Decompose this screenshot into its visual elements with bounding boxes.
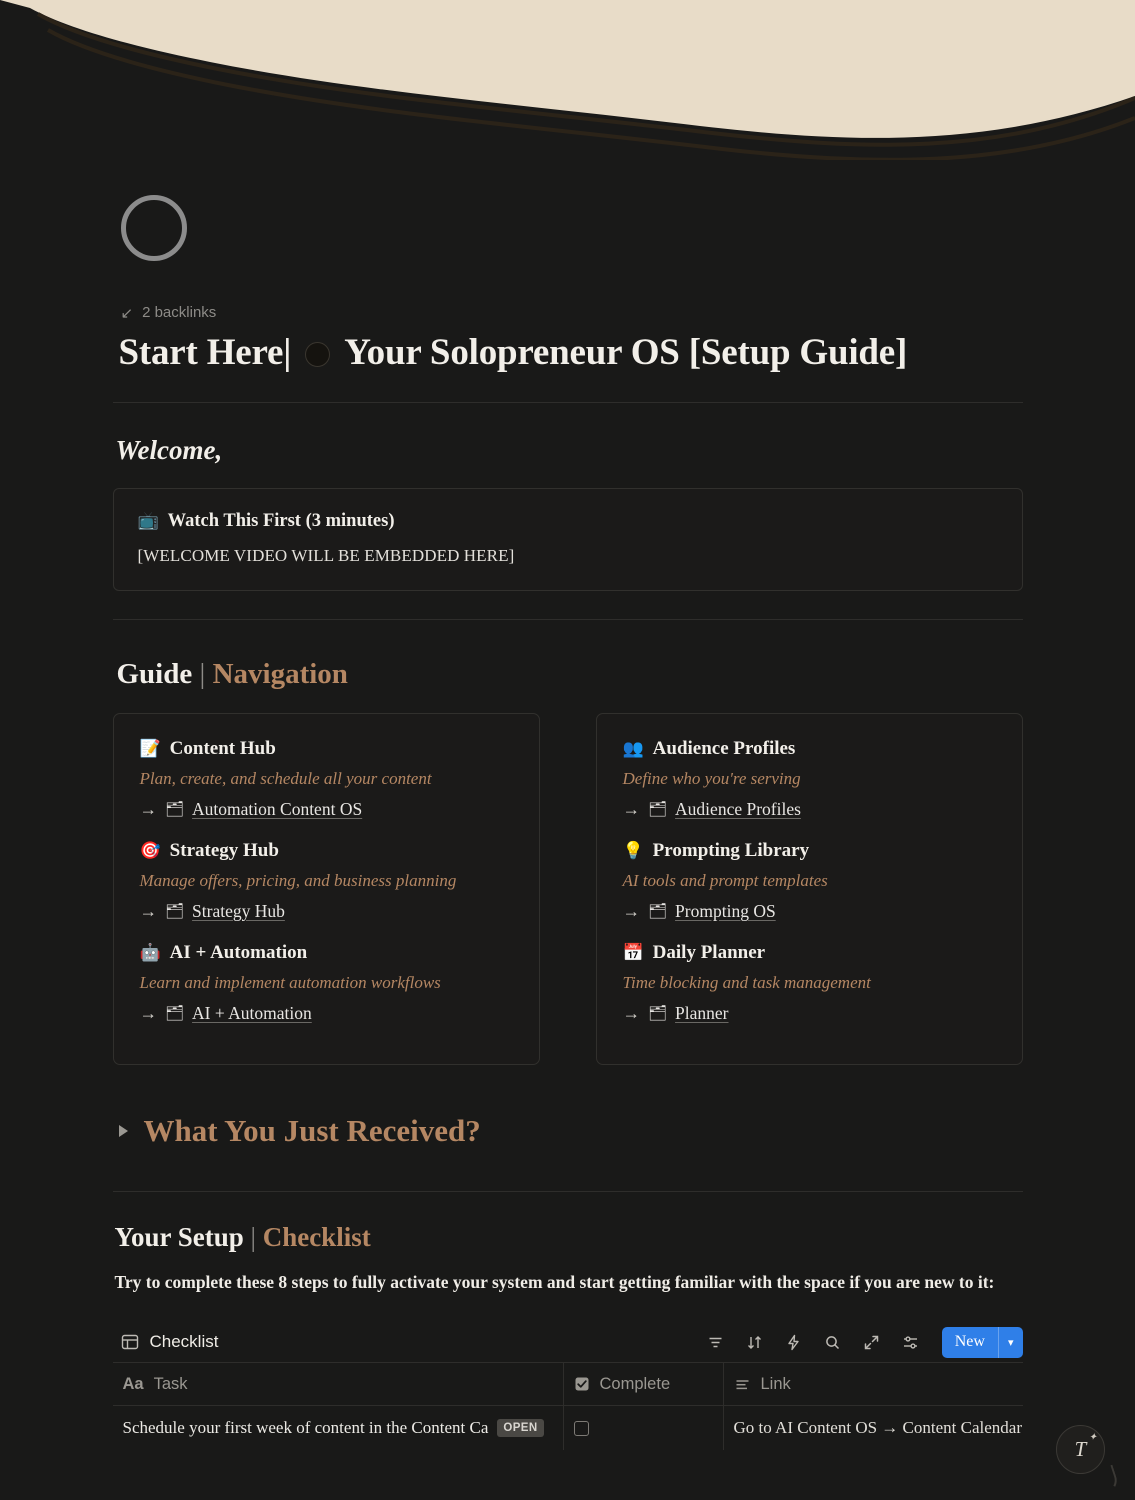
settings-icon[interactable]	[898, 1329, 924, 1355]
setup-heading	[115, 1222, 1023, 1253]
memo-icon: 📝	[139, 738, 161, 759]
table-row[interactable]	[113, 1406, 1023, 1450]
navigation-card-left	[113, 713, 540, 1065]
nav-item-title-row	[140, 942, 513, 964]
arrow-right-icon: →	[622, 1003, 640, 1023]
guide-heading-sep: |	[199, 658, 206, 690]
setup-heading-sep: |	[250, 1222, 256, 1252]
backlinks-label: 2 backlinks	[142, 303, 217, 321]
column-label: Link	[760, 1374, 791, 1393]
page-link-icon: 🗂	[165, 1004, 185, 1022]
callout-title: Watch This First (3 minutes)	[167, 511, 395, 531]
nav-item-title: Prompting Library	[652, 840, 810, 861]
welcome-heading: Welcome,	[115, 435, 223, 465]
sort-icon[interactable]	[742, 1329, 768, 1355]
nav-item-ai-automation	[140, 942, 513, 1024]
checkbox-type-icon	[574, 1376, 590, 1392]
guide-heading-accent: Navigation	[212, 658, 348, 690]
page-content	[0, 160, 1135, 1450]
backlink-arrow-icon: ↙	[120, 305, 134, 322]
database-title[interactable]	[121, 1332, 219, 1352]
nav-item-title-row	[140, 738, 513, 760]
open-chip[interactable]: OPEN	[497, 1419, 543, 1437]
nav-item-prompting-library	[623, 840, 996, 922]
target-icon: 🎯	[139, 840, 161, 861]
text-lines-icon	[734, 1376, 751, 1393]
page-title	[119, 331, 1023, 374]
search-icon[interactable]	[820, 1329, 846, 1355]
setup-heading-accent: Checklist	[262, 1222, 371, 1252]
page-icon[interactable]	[121, 195, 187, 261]
column-header-link[interactable]	[723, 1362, 1023, 1406]
nav-item-desc: Define who you're serving	[622, 769, 801, 788]
filter-icon[interactable]	[703, 1329, 729, 1355]
page-link-icon: 🗂	[648, 1004, 668, 1022]
arrow-right-icon: →	[139, 799, 157, 819]
page-link-icon: 🗂	[165, 800, 185, 818]
nav-link-label: Automation Content OS	[192, 799, 363, 819]
nav-item-desc: AI tools and prompt templates	[622, 871, 828, 890]
task-text: Schedule your first week of content in the Content Ca	[122, 1418, 489, 1438]
nav-item-title-row	[623, 942, 996, 964]
checklist-database	[113, 1322, 1023, 1450]
complete-checkbox[interactable]	[574, 1421, 589, 1436]
column-label: Task	[153, 1374, 188, 1393]
navigation-card-right	[596, 713, 1023, 1065]
nav-item-title: Daily Planner	[652, 942, 766, 963]
nav-link-audience-profiles[interactable]	[623, 799, 996, 820]
page-link-icon: 🗂	[648, 902, 668, 920]
nav-link-planner[interactable]	[623, 1003, 996, 1024]
nav-item-title-row	[623, 840, 996, 862]
tv-icon: 📺	[137, 511, 159, 531]
nav-item-audience-profiles	[623, 738, 996, 820]
ai-assistant-button[interactable]	[1056, 1425, 1105, 1474]
database-toolbar	[113, 1322, 1023, 1362]
page-cover	[0, 0, 1135, 160]
arrow-right-icon: →	[139, 1003, 157, 1023]
table-icon	[121, 1333, 139, 1351]
database-header-row	[113, 1362, 1023, 1406]
nav-link-automation-content-os[interactable]	[140, 799, 513, 820]
divider-2	[113, 619, 1023, 620]
setup-lead-text: Try to complete these 8 steps to fully activate your system and start getting familiar with the space if you are new to it:	[114, 1272, 995, 1292]
expand-icon[interactable]	[859, 1329, 885, 1355]
robot-icon: 🤖	[139, 942, 161, 963]
toggle-what-you-just-received[interactable]	[119, 1113, 1023, 1149]
nav-link-label: Prompting OS	[675, 901, 776, 921]
nav-link-label: Audience Profiles	[675, 799, 801, 819]
title-dot-icon	[305, 342, 330, 367]
cover-illustration	[0, 0, 1135, 160]
nav-item-desc: Manage offers, pricing, and business planning	[139, 871, 457, 890]
nav-item-desc: Time blocking and task management	[622, 973, 871, 992]
nav-item-daily-planner	[623, 942, 996, 1024]
page-link-icon: 🗂	[165, 902, 185, 920]
divider	[113, 402, 1023, 403]
column-label: Complete	[599, 1374, 671, 1393]
nav-item-title: AI + Automation	[169, 942, 308, 963]
nav-link-prompting-os[interactable]	[623, 901, 996, 922]
arrow-right-icon: →	[622, 799, 640, 819]
nav-item-content-hub	[140, 738, 513, 820]
nav-item-title: Strategy Hub	[169, 840, 279, 861]
guide-heading	[117, 658, 1023, 691]
nav-link-strategy-hub[interactable]	[140, 901, 513, 922]
nav-item-desc: Plan, create, and schedule all your content	[139, 769, 432, 788]
link-text: Go to AI Content OS → Content Calendar	[733, 1418, 1023, 1438]
nav-link-label: Strategy Hub	[192, 901, 285, 921]
column-header-task[interactable]	[113, 1375, 563, 1394]
cell-task[interactable]	[113, 1406, 563, 1450]
text-type-icon: Aa	[122, 1374, 144, 1393]
nav-item-strategy-hub	[140, 840, 513, 922]
new-button-label: New	[954, 1333, 985, 1351]
people-icon: 👥	[622, 738, 644, 759]
chevron-down-icon[interactable]: ▾	[1007, 1336, 1014, 1349]
ai-assistant-label: T	[1074, 1437, 1087, 1461]
chevron-right-icon[interactable]	[119, 1125, 128, 1137]
database-name: Checklist	[149, 1332, 219, 1352]
lightbulb-icon: 💡	[622, 840, 644, 861]
nav-link-ai-automation[interactable]	[140, 1003, 513, 1024]
arrow-right-icon: →	[622, 901, 640, 921]
nav-item-title: Audience Profiles	[652, 738, 796, 759]
page-link-icon: 🗂	[648, 800, 668, 818]
nav-item-desc: Learn and implement automation workflows	[139, 973, 441, 992]
automation-icon[interactable]	[781, 1329, 807, 1355]
navigation-cards	[113, 713, 1023, 1065]
database-tools	[703, 1327, 1023, 1358]
toggle-label: What You Just Received?	[143, 1113, 481, 1148]
nav-item-title-row	[140, 840, 513, 862]
column-header-complete[interactable]	[563, 1362, 723, 1406]
page-title-part2: Your Solopreneur OS [Setup Guide]	[344, 332, 908, 373]
nav-item-title: Content Hub	[169, 738, 276, 759]
nav-link-label: AI + Automation	[192, 1003, 312, 1023]
nav-link-label: Planner	[675, 1003, 729, 1023]
setup-heading-main: Your Setup	[114, 1222, 244, 1252]
backlinks[interactable]	[121, 303, 1023, 321]
new-button[interactable]	[942, 1327, 1023, 1358]
sparkle-icon: ✦	[1088, 1432, 1097, 1443]
calendar-icon: 📅	[622, 942, 644, 963]
divider-3	[113, 1191, 1023, 1192]
page-title-part1: Start Here|	[118, 332, 292, 373]
nav-item-title-row	[623, 738, 996, 760]
arrow-right-icon: →	[139, 901, 157, 921]
cell-link[interactable]	[723, 1406, 1023, 1450]
callout-heading	[138, 511, 998, 532]
video-callout	[113, 488, 1023, 591]
callout-body: [WELCOME VIDEO WILL BE EMBEDDED HERE]	[137, 546, 515, 565]
guide-heading-main: Guide	[116, 658, 193, 690]
cell-complete[interactable]	[563, 1406, 723, 1450]
